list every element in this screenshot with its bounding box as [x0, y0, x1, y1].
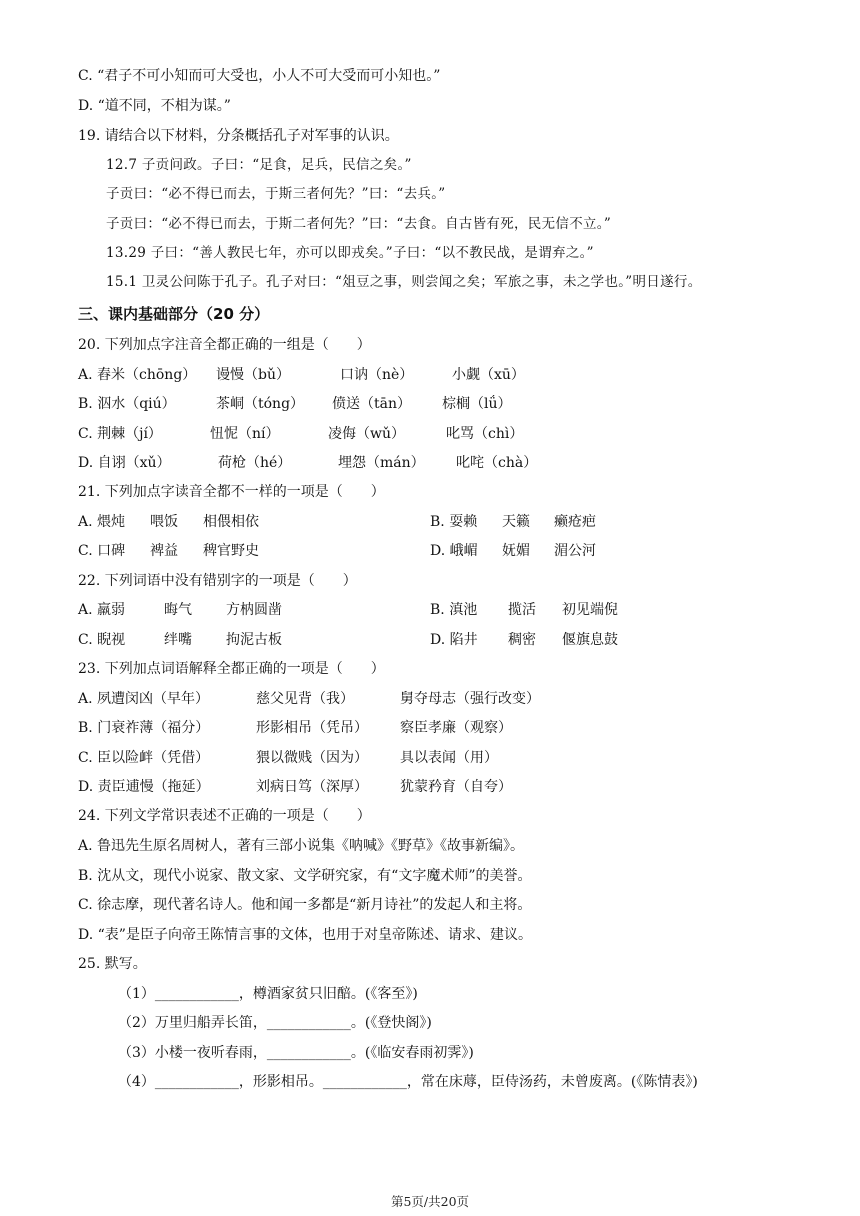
dictation-3: （3）小楼一夜听春雨，____________。(《临安春雨初霁》): [118, 1045, 474, 1061]
q22a-1: A. 羸弱: [78, 602, 126, 618]
q22b-1: B. 滇池: [430, 602, 478, 618]
q21c-1: C. 口碑: [78, 543, 126, 559]
question-22: 22. 下列词语中没有错别字的一项是（ ）: [78, 573, 357, 589]
q20b-3: 偾送（tān）: [332, 396, 411, 412]
material-line-1: 12.7 子贡问政。子曰：“足食，足兵，民信之矣。”: [106, 157, 412, 173]
q20a-2: 谩慢（bǔ）: [216, 367, 290, 383]
q23d-3: 犹蒙矜育（自夸）: [400, 779, 512, 795]
material-line-2: 子贡曰：“必不得已而去，于斯三者何先？”曰：“去兵。”: [106, 186, 446, 202]
q20c-1: C. 荆棘（jí）: [78, 426, 162, 442]
q23b-1: B. 门衰祚薄（福分）: [78, 720, 210, 736]
q22c-2: 绊嘴: [164, 632, 192, 648]
q21a-2: 喂饭: [150, 514, 178, 530]
q21c-3: 稗官野史: [203, 543, 259, 559]
q20d-3: 埋怨（mán）: [338, 455, 425, 471]
question-23: 23. 下列加点词语解释全都正确的一项是（ ）: [78, 661, 385, 677]
q23c-3: 具以表闻（用）: [400, 750, 498, 766]
q22b-3: 初见端倪: [562, 602, 618, 618]
material-line-5: 15.1 卫灵公问陈于孔子。孔子对曰：“俎豆之事，则尝闻之矣；军旅之事，未之学也。”明日遂行。: [106, 274, 702, 290]
q22b-2: 揽活: [508, 602, 536, 618]
q21c-2: 裨益: [150, 543, 178, 559]
q23d-2: 刘病日笃（深厚）: [256, 779, 368, 795]
q23c-1: C. 臣以险衅（凭借）: [78, 750, 210, 766]
q23a-2: 慈父见背（我）: [256, 691, 354, 707]
q24-option-c: C. 徐志摩，现代著名诗人。他和闻一多都是“新月诗社”的发起人和主将。: [78, 897, 532, 913]
q24-option-b: B. 沈从文，现代小说家、散文家、文学研究家，有“文字魔术师”的美誉。: [78, 868, 532, 884]
page-number: 第5页/共20页: [390, 1194, 470, 1209]
q20a-1: A. 舂米（chōng）: [78, 367, 197, 383]
q20b-1: B. 泅水（qiú）: [78, 396, 176, 412]
q22a-2: 晦气: [164, 602, 192, 618]
q20c-3: 凌侮（wǔ）: [328, 426, 405, 442]
q20c-4: 叱骂（chì）: [446, 426, 524, 442]
q23b-3: 察臣孝廉（观察）: [400, 720, 512, 736]
q22c-3: 拘泥古板: [226, 632, 282, 648]
q22d-3: 偃旗息鼓: [562, 632, 618, 648]
q23b-2: 形影相吊（凭吊）: [256, 720, 368, 736]
q20d-4: 叱咤（chà）: [456, 455, 538, 471]
q20a-3: 口讷（nè）: [340, 367, 414, 383]
q20d-1: D. 自诩（xǔ）: [78, 455, 171, 471]
material-line-3: 子贡曰：“必不得已而去，于斯二者何先？”曰：“去食。自古皆有死，民无信不立。”: [106, 216, 612, 232]
q21a-1: A. 煨炖: [78, 514, 126, 530]
q24-option-d: D. “表”是臣子向帝王陈情言事的文体，也用于对皇帝陈述、请求、建议。: [78, 927, 532, 943]
question-19: 19. 请结合以下材料，分条概括孔子对军事的认识。: [78, 128, 399, 144]
q22c-1: C. 睨视: [78, 632, 126, 648]
q23a-1: A. 夙遭闵凶（早年）: [78, 691, 210, 707]
section-heading: 三、课内基础部分（20 分）: [78, 305, 270, 323]
q18-option-d: D. “道不同，不相为谋。”: [78, 98, 231, 114]
q18-option-c: C. “君子不可小知而可大受也，小人不可大受而可小知也。”: [78, 68, 441, 84]
dictation-4: （4）____________，形影相吊。____________，常在床蓐，臣侍汤药，未曾废离。(《陈情表》): [118, 1074, 698, 1090]
q20b-4: 棕榈（lǘ）: [442, 396, 512, 412]
question-24: 24. 下列文学常识表述不正确的一项是（ ）: [78, 808, 371, 824]
q21d-1: D. 峨嵋: [430, 543, 478, 559]
material-line-4: 13.29 子曰：“善人教民七年，亦可以即戎矣。”子曰：“以不教民战，是谓弃之。”: [106, 245, 594, 261]
q20d-2: 荷枪（hé）: [218, 455, 292, 471]
q21b-2: 天籁: [502, 514, 530, 530]
q22d-2: 稠密: [508, 632, 536, 648]
q21d-2: 妩媚: [502, 543, 530, 559]
dictation-1: （1）____________，樽酒家贫只旧醅。(《客至》): [118, 986, 418, 1002]
q21d-3: 湄公河: [554, 543, 596, 559]
question-25: 25. 默写。: [78, 956, 147, 972]
q21b-1: B. 耍赖: [430, 514, 478, 530]
dictation-2: （2）万里归船弄长笛，____________。(《登快阁》): [118, 1015, 432, 1031]
q20a-4: 小觑（xū）: [452, 367, 525, 383]
q22d-1: D. 陷井: [430, 632, 478, 648]
question-21: 21. 下列加点字读音全都不一样的一项是（ ）: [78, 484, 385, 500]
q22a-3: 方枘圆凿: [226, 602, 282, 618]
q23d-1: D. 责臣逋慢（拖延）: [78, 779, 210, 795]
q23a-3: 舅夺母志（强行改变）: [400, 691, 540, 707]
q20b-2: 茶峒（tóng）: [216, 396, 305, 412]
q20c-2: 忸怩（ní）: [210, 426, 280, 442]
q21a-3: 相偎相依: [203, 514, 259, 530]
question-20: 20. 下列加点字注音全都正确的一组是（ ）: [78, 337, 371, 353]
q24-option-a: A. 鲁迅先生原名周树人，著有三部小说集《呐喊》《野草》《故事新编》。: [78, 838, 525, 854]
q23c-2: 猥以微贱（因为）: [256, 750, 368, 766]
q21b-3: 癞疮疤: [554, 514, 596, 530]
